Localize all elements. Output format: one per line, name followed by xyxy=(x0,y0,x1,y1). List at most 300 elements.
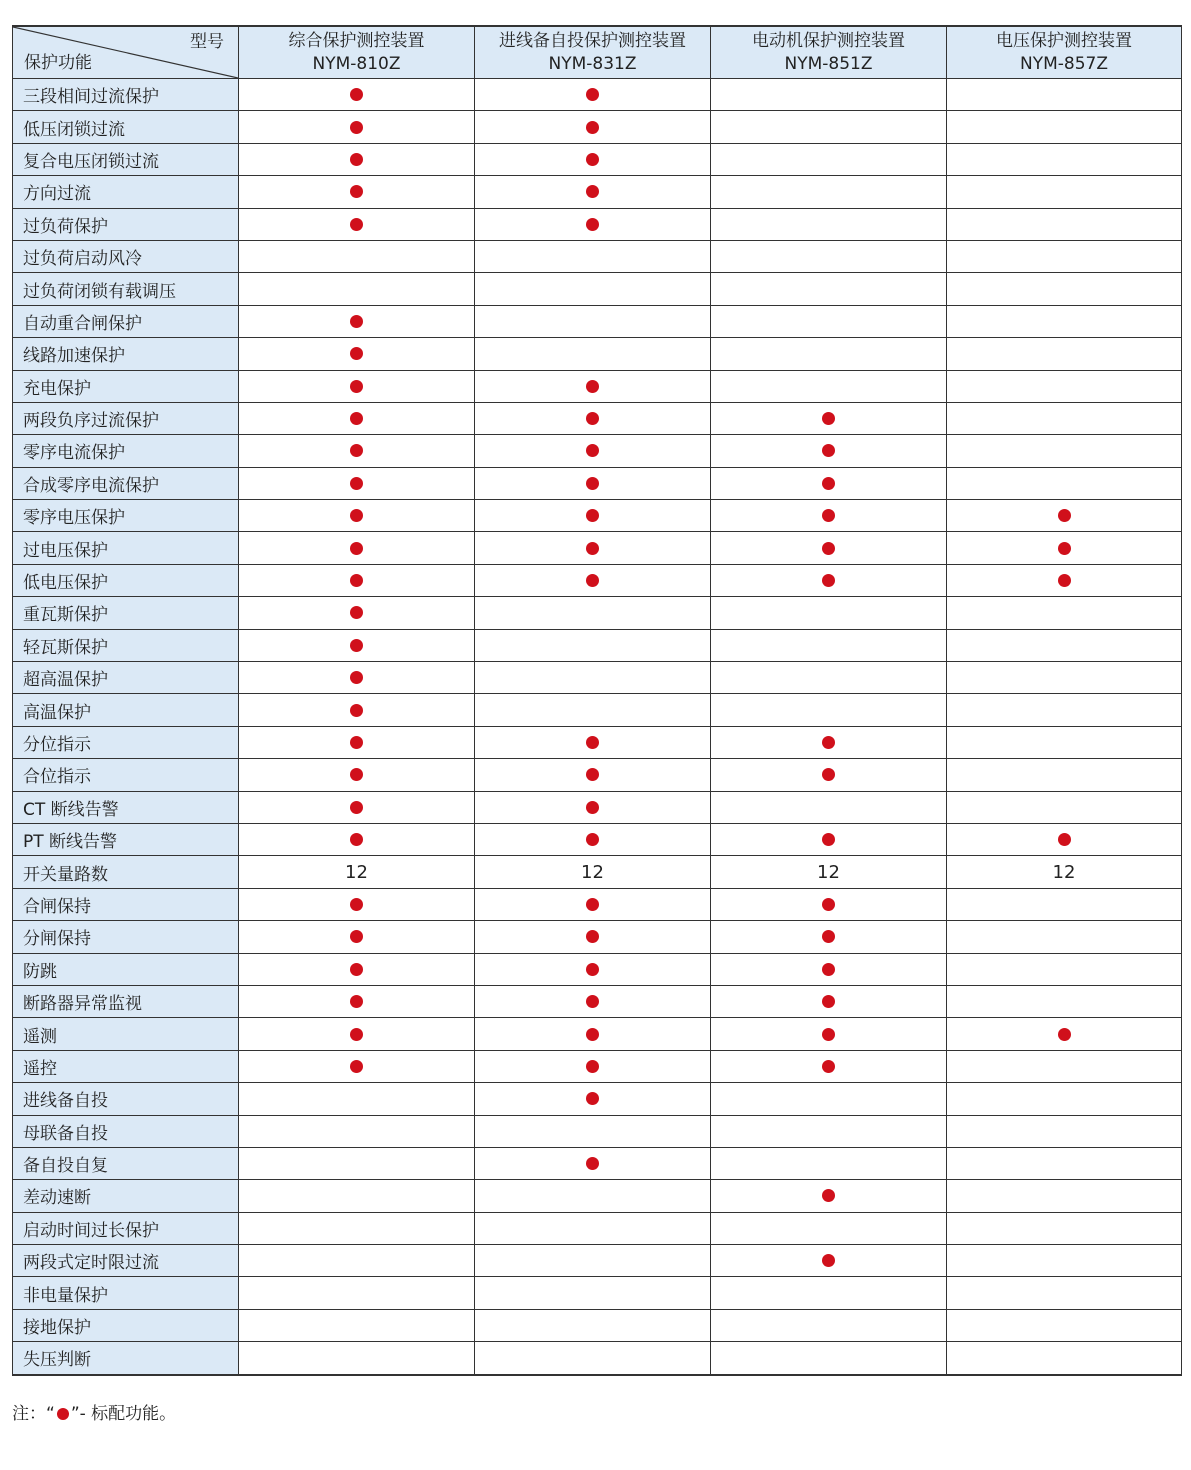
table-row xyxy=(13,305,1182,337)
table-cell xyxy=(711,467,947,499)
table-cell xyxy=(947,240,1182,272)
table-cell xyxy=(239,79,475,111)
table-cell xyxy=(475,823,711,855)
standard-feature-dot-icon xyxy=(586,380,599,393)
table-row xyxy=(13,823,1182,855)
table-cell xyxy=(947,111,1182,143)
standard-feature-dot-icon xyxy=(586,1060,599,1073)
standard-feature-dot-icon xyxy=(586,121,599,134)
table-cell xyxy=(239,953,475,985)
corner-function-label: 保护功能 xyxy=(24,53,92,73)
table-cell xyxy=(947,435,1182,467)
row-function-label: 进线备自投 xyxy=(13,1083,239,1115)
table-cell xyxy=(475,791,711,823)
standard-feature-dot-icon xyxy=(350,218,363,231)
table-cell xyxy=(475,1083,711,1115)
table-cell xyxy=(711,953,947,985)
table-cell xyxy=(711,79,947,111)
standard-feature-dot-icon xyxy=(822,477,835,490)
standard-feature-dot-icon xyxy=(586,477,599,490)
standard-feature-dot-icon xyxy=(822,963,835,976)
standard-feature-dot-icon xyxy=(350,88,363,101)
table-cell xyxy=(475,662,711,694)
table-row xyxy=(13,629,1182,661)
table-cell xyxy=(475,629,711,661)
table-cell xyxy=(711,662,947,694)
standard-feature-dot-icon xyxy=(822,1189,835,1202)
row-function-label: 零序电流保护 xyxy=(13,435,239,467)
table-cell xyxy=(239,759,475,791)
table-cell xyxy=(475,726,711,758)
table-cell xyxy=(947,1147,1182,1179)
table-row xyxy=(13,370,1182,402)
table-cell xyxy=(475,240,711,272)
standard-feature-dot-icon xyxy=(1058,1028,1071,1041)
table-cell xyxy=(239,888,475,920)
table-cell xyxy=(947,856,1182,888)
table-cell xyxy=(947,176,1182,208)
table-cell xyxy=(947,1050,1182,1082)
row-function-label: 失压判断 xyxy=(13,1342,239,1375)
table-row xyxy=(13,953,1182,985)
row-function-label: 复合电压闭锁过流 xyxy=(13,143,239,175)
standard-feature-dot-icon xyxy=(586,833,599,846)
table-cell xyxy=(475,888,711,920)
table-body xyxy=(13,79,1182,1375)
table-cell xyxy=(711,1277,947,1309)
table-cell xyxy=(711,629,947,661)
table-cell xyxy=(475,500,711,532)
footnote xyxy=(12,1399,176,1424)
table-cell xyxy=(711,500,947,532)
table-row xyxy=(13,1050,1182,1082)
table-cell xyxy=(711,694,947,726)
table-cell xyxy=(475,435,711,467)
table-row xyxy=(13,435,1182,467)
table-cell xyxy=(475,597,711,629)
table-cell xyxy=(711,985,947,1017)
row-function-label: 分闸保持 xyxy=(13,921,239,953)
table-cell xyxy=(239,402,475,434)
standard-feature-dot-icon xyxy=(350,801,363,814)
table-cell xyxy=(947,500,1182,532)
row-function-label: 自动重合闸保护 xyxy=(13,305,239,337)
table-cell xyxy=(475,338,711,370)
row-function-label: 过负荷启动风冷 xyxy=(13,240,239,272)
table-cell xyxy=(947,629,1182,661)
standard-feature-dot-icon xyxy=(822,574,835,587)
table-cell xyxy=(947,1277,1182,1309)
cell-value: 12 xyxy=(817,861,840,883)
table-cell xyxy=(475,402,711,434)
table-row xyxy=(13,597,1182,629)
standard-feature-dot-icon xyxy=(586,88,599,101)
table-cell xyxy=(947,597,1182,629)
row-function-label: 防跳 xyxy=(13,953,239,985)
table-row xyxy=(13,208,1182,240)
row-function-label: 备自投自复 xyxy=(13,1147,239,1179)
table-row xyxy=(13,921,1182,953)
table-cell xyxy=(711,1018,947,1050)
row-function-label: 重瓦斯保护 xyxy=(13,597,239,629)
table-cell xyxy=(475,208,711,240)
standard-feature-dot-icon xyxy=(586,444,599,457)
table-cell xyxy=(239,1212,475,1244)
row-function-label: 差动速断 xyxy=(13,1180,239,1212)
table-cell xyxy=(711,856,947,888)
table-cell xyxy=(947,143,1182,175)
standard-feature-dot-icon xyxy=(586,574,599,587)
standard-feature-dot-icon xyxy=(822,898,835,911)
table-cell xyxy=(239,1050,475,1082)
standard-feature-dot-icon xyxy=(586,1157,599,1170)
table-row xyxy=(13,694,1182,726)
standard-feature-dot-icon xyxy=(586,768,599,781)
table-row xyxy=(13,143,1182,175)
table-cell xyxy=(239,694,475,726)
table-row xyxy=(13,500,1182,532)
table-cell xyxy=(711,1245,947,1277)
column-device-name: 电压保护测控装置 xyxy=(996,30,1132,51)
table-cell xyxy=(475,1245,711,1277)
table-cell xyxy=(239,1083,475,1115)
column-device-name: 综合保护测控装置 xyxy=(288,30,425,51)
standard-feature-dot-icon xyxy=(350,1060,363,1073)
standard-feature-dot-icon xyxy=(822,542,835,555)
row-function-label: 零序电压保护 xyxy=(13,500,239,532)
table-cell xyxy=(711,791,947,823)
row-function-label: 启动时间过长保护 xyxy=(13,1212,239,1244)
table-cell xyxy=(239,1147,475,1179)
table-cell xyxy=(947,921,1182,953)
standard-feature-dot-icon xyxy=(586,509,599,522)
table-cell xyxy=(475,143,711,175)
table-cell xyxy=(947,662,1182,694)
standard-feature-dot-icon xyxy=(350,121,363,134)
table-cell xyxy=(947,305,1182,337)
standard-feature-dot-icon xyxy=(1058,574,1071,587)
table-cell xyxy=(711,1115,947,1147)
table-cell xyxy=(711,208,947,240)
standard-feature-dot-icon xyxy=(350,477,363,490)
table-cell xyxy=(711,273,947,305)
table-cell xyxy=(239,1342,475,1375)
protection-function-table xyxy=(12,25,1182,1376)
table-cell xyxy=(475,1147,711,1179)
table-cell xyxy=(239,111,475,143)
row-function-label: 母联备自投 xyxy=(13,1115,239,1147)
table-cell xyxy=(239,176,475,208)
standard-feature-dot-icon xyxy=(350,509,363,522)
standard-feature-dot-icon xyxy=(586,963,599,976)
table-row xyxy=(13,1342,1182,1375)
table-cell xyxy=(711,759,947,791)
table-cell xyxy=(711,1083,947,1115)
table-row xyxy=(13,273,1182,305)
table-cell xyxy=(239,208,475,240)
row-function-label: 非电量保护 xyxy=(13,1277,239,1309)
row-function-label: 断路器异常监视 xyxy=(13,985,239,1017)
table-cell xyxy=(711,402,947,434)
table-row xyxy=(13,532,1182,564)
table-cell xyxy=(947,759,1182,791)
table-cell xyxy=(947,1309,1182,1341)
table-cell xyxy=(947,467,1182,499)
table-cell xyxy=(475,1018,711,1050)
row-function-label: 低压闭锁过流 xyxy=(13,111,239,143)
table-cell xyxy=(711,1212,947,1244)
table-row xyxy=(13,1147,1182,1179)
standard-feature-dot-icon xyxy=(586,1028,599,1041)
cell-value: 12 xyxy=(345,861,368,883)
table-cell xyxy=(239,1115,475,1147)
table-row xyxy=(13,1018,1182,1050)
table-row xyxy=(13,1309,1182,1341)
standard-feature-dot-icon xyxy=(350,736,363,749)
table-cell xyxy=(475,176,711,208)
table-cell xyxy=(947,1245,1182,1277)
table-cell xyxy=(947,985,1182,1017)
table-cell xyxy=(711,435,947,467)
standard-feature-dot-icon xyxy=(1058,833,1071,846)
table-cell xyxy=(239,1245,475,1277)
table-cell xyxy=(711,1180,947,1212)
standard-feature-dot-icon xyxy=(822,1028,835,1041)
table-cell xyxy=(475,856,711,888)
table-row xyxy=(13,662,1182,694)
table-cell xyxy=(475,1277,711,1309)
row-function-label: 高温保护 xyxy=(13,694,239,726)
standard-feature-dot-icon xyxy=(350,153,363,166)
table-cell xyxy=(711,370,947,402)
table-cell xyxy=(475,1342,711,1375)
row-function-label: 线路加速保护 xyxy=(13,338,239,370)
row-function-label: CT 断线告警 xyxy=(13,791,239,823)
table-cell xyxy=(239,435,475,467)
table-cell xyxy=(711,1147,947,1179)
table-cell xyxy=(947,370,1182,402)
table-cell xyxy=(475,564,711,596)
table-cell xyxy=(711,338,947,370)
table-cell xyxy=(239,338,475,370)
table-cell xyxy=(947,791,1182,823)
standard-feature-dot-icon xyxy=(350,315,363,328)
table-cell xyxy=(475,953,711,985)
row-function-label: 低电压保护 xyxy=(13,564,239,596)
standard-feature-dot-icon xyxy=(350,671,363,684)
standard-feature-dot-icon xyxy=(350,1028,363,1041)
table-cell xyxy=(239,532,475,564)
column-model-code: NYM-851Z xyxy=(784,53,873,74)
corner-header-cell xyxy=(13,26,239,79)
table-cell xyxy=(239,985,475,1017)
standard-feature-dot-icon xyxy=(350,898,363,911)
table-cell xyxy=(711,1050,947,1082)
table-cell xyxy=(947,1342,1182,1375)
standard-feature-dot-icon xyxy=(350,185,363,198)
standard-feature-dot-icon xyxy=(586,185,599,198)
row-function-label: 轻瓦斯保护 xyxy=(13,629,239,661)
table-cell xyxy=(711,240,947,272)
table-cell xyxy=(239,856,475,888)
standard-feature-dot-icon xyxy=(822,444,835,457)
corner-model-label: 型号 xyxy=(190,32,224,52)
standard-feature-dot-icon xyxy=(586,412,599,425)
table-cell xyxy=(475,985,711,1017)
table-cell xyxy=(239,370,475,402)
standard-feature-dot-icon xyxy=(350,444,363,457)
table-row xyxy=(13,759,1182,791)
table-cell xyxy=(947,1180,1182,1212)
table-row xyxy=(13,1277,1182,1309)
row-function-label: 过负荷保护 xyxy=(13,208,239,240)
row-function-label: 接地保护 xyxy=(13,1309,239,1341)
table-cell xyxy=(239,1018,475,1050)
standard-feature-dot-icon xyxy=(586,542,599,555)
standard-feature-dot-icon xyxy=(586,736,599,749)
table-cell xyxy=(711,305,947,337)
table-cell xyxy=(475,1309,711,1341)
table-cell xyxy=(475,305,711,337)
footnote-suffix: ”- 标配功能。 xyxy=(70,1404,177,1424)
table-row xyxy=(13,176,1182,208)
standard-feature-dot-icon xyxy=(350,833,363,846)
table-cell xyxy=(239,597,475,629)
table-cell xyxy=(947,1212,1182,1244)
row-function-label: 过电压保护 xyxy=(13,532,239,564)
table-cell xyxy=(947,1083,1182,1115)
standard-feature-dot-icon xyxy=(586,1092,599,1105)
table-row xyxy=(13,467,1182,499)
standard-feature-dot-icon xyxy=(350,930,363,943)
standard-feature-dot-icon xyxy=(350,542,363,555)
table-cell xyxy=(711,1309,947,1341)
column-device-name: 电动机保护测控装置 xyxy=(752,30,905,51)
standard-feature-dot-icon xyxy=(822,930,835,943)
table-cell xyxy=(475,532,711,564)
table-cell xyxy=(947,694,1182,726)
table-row xyxy=(13,856,1182,888)
row-function-label: 超高温保护 xyxy=(13,662,239,694)
column-header-nym-810z xyxy=(239,26,475,79)
table-cell xyxy=(475,370,711,402)
column-header-nym-851z xyxy=(711,26,947,79)
table-cell xyxy=(239,143,475,175)
table-cell xyxy=(239,629,475,661)
table-cell xyxy=(239,305,475,337)
table-row xyxy=(13,1180,1182,1212)
table-cell xyxy=(475,1050,711,1082)
standard-feature-dot-icon xyxy=(350,574,363,587)
table-cell xyxy=(947,338,1182,370)
column-header-nym-857z xyxy=(947,26,1182,79)
table-cell xyxy=(475,694,711,726)
table-cell xyxy=(239,240,475,272)
table-cell xyxy=(947,564,1182,596)
table-cell xyxy=(947,79,1182,111)
table-row xyxy=(13,1212,1182,1244)
table-row xyxy=(13,240,1182,272)
standard-feature-dot-icon xyxy=(350,704,363,717)
standard-feature-dot-icon xyxy=(350,606,363,619)
table-cell xyxy=(947,823,1182,855)
row-function-label: PT 断线告警 xyxy=(13,823,239,855)
table-row xyxy=(13,79,1182,111)
row-function-label: 遥测 xyxy=(13,1018,239,1050)
row-function-label: 方向过流 xyxy=(13,176,239,208)
table-cell xyxy=(239,921,475,953)
table-cell xyxy=(475,79,711,111)
row-function-label: 合位指示 xyxy=(13,759,239,791)
table-cell xyxy=(239,500,475,532)
table-cell xyxy=(711,921,947,953)
table-row xyxy=(13,726,1182,758)
column-model-code: NYM-831Z xyxy=(548,53,637,74)
table-cell xyxy=(475,467,711,499)
table-row xyxy=(13,564,1182,596)
column-model-code: NYM-810Z xyxy=(312,53,401,74)
standard-feature-dot-icon xyxy=(1058,542,1071,555)
table-cell xyxy=(711,143,947,175)
table-cell xyxy=(475,1180,711,1212)
standard-feature-dot-icon xyxy=(586,898,599,911)
standard-feature-dot-icon xyxy=(822,736,835,749)
table-cell xyxy=(475,111,711,143)
row-function-label: 过负荷闭锁有载调压 xyxy=(13,273,239,305)
table-row xyxy=(13,402,1182,434)
table-cell xyxy=(947,208,1182,240)
table-cell xyxy=(947,532,1182,564)
table-cell xyxy=(239,791,475,823)
standard-feature-dot-icon xyxy=(350,347,363,360)
row-function-label: 三段相间过流保护 xyxy=(13,79,239,111)
table-cell xyxy=(239,662,475,694)
standard-feature-dot-icon xyxy=(822,995,835,1008)
standard-feature-dot-icon xyxy=(586,801,599,814)
table-cell xyxy=(947,953,1182,985)
table-cell xyxy=(711,111,947,143)
table-cell xyxy=(711,564,947,596)
column-device-name: 进线备自投保护测控装置 xyxy=(499,30,686,51)
table-row xyxy=(13,111,1182,143)
standard-feature-dot-icon xyxy=(350,380,363,393)
standard-feature-dot-icon xyxy=(586,153,599,166)
table-cell xyxy=(239,1277,475,1309)
table-cell xyxy=(711,726,947,758)
table-cell xyxy=(711,532,947,564)
standard-feature-dot-icon xyxy=(350,995,363,1008)
table-cell xyxy=(947,888,1182,920)
standard-feature-dot-icon xyxy=(586,218,599,231)
table-row xyxy=(13,985,1182,1017)
row-function-label: 合闸保持 xyxy=(13,888,239,920)
standard-feature-dot-icon xyxy=(350,768,363,781)
table-cell xyxy=(475,273,711,305)
table-cell xyxy=(711,176,947,208)
standard-feature-dot-icon xyxy=(1058,509,1071,522)
standard-feature-dot-icon xyxy=(822,509,835,522)
cell-value: 12 xyxy=(1052,861,1076,883)
header-row xyxy=(13,26,1182,79)
table-cell xyxy=(947,726,1182,758)
cell-value: 12 xyxy=(581,861,604,883)
table-row xyxy=(13,888,1182,920)
column-header-nym-831z xyxy=(475,26,711,79)
standard-feature-dot-icon xyxy=(822,1060,835,1073)
standard-feature-dot-icon xyxy=(586,995,599,1008)
standard-feature-dot-icon xyxy=(822,412,835,425)
standard-feature-dot-icon xyxy=(822,768,835,781)
